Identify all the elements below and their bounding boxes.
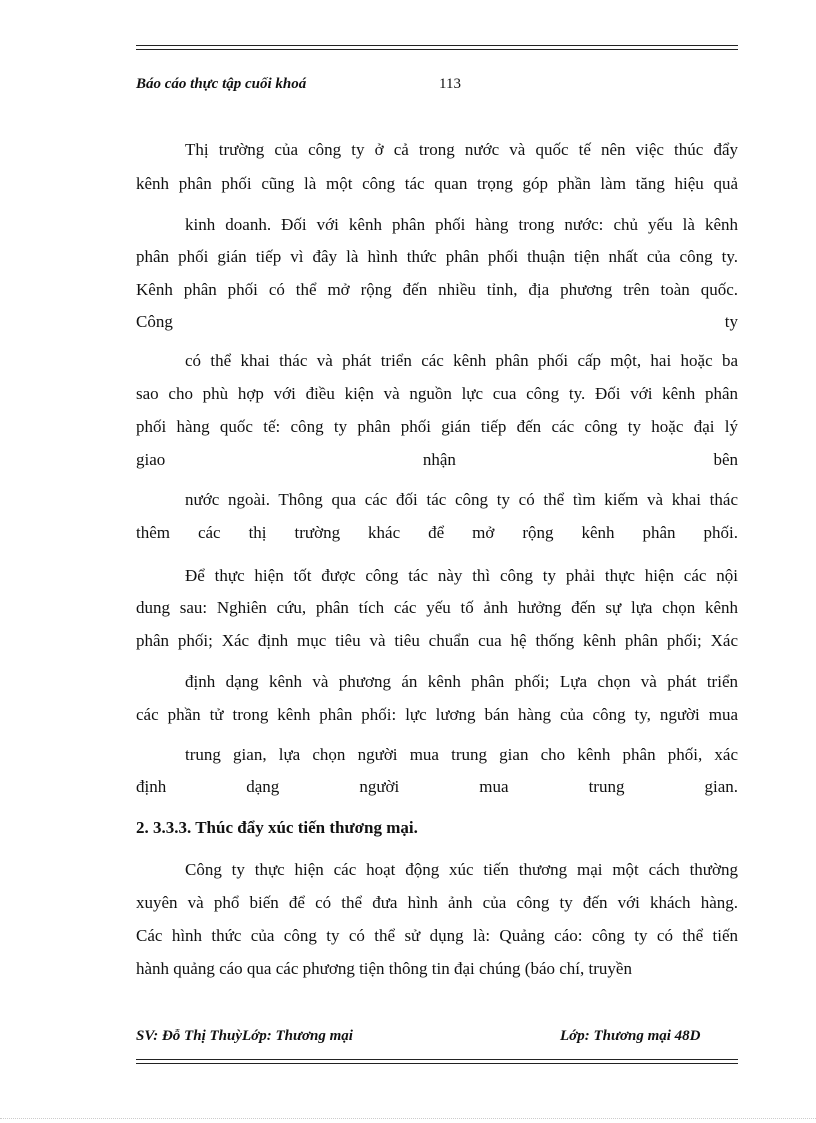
text-line: phân phối; Xác định mục tiêu và tiêu chuẩn cua hệ thống kênh phân phối; Xác	[136, 631, 738, 650]
header-rule-bottom	[136, 49, 738, 50]
text-line: Công ty	[136, 312, 738, 331]
section-heading: 2. 3.3.3. Thúc đẩy xúc tiến thương mại.	[136, 818, 418, 837]
text-line: có thể khai thác và phát triển các kênh phân phối cấp một, hai hoặc ba	[185, 351, 738, 370]
text-line: phân phối gián tiếp vì đây là hình thức phân phối thuận tiện nhất của công ty.	[136, 247, 738, 266]
page-edge-dotted-line	[0, 1118, 816, 1119]
footer-rule-bottom	[136, 1063, 738, 1064]
text-line: kinh doanh. Đối với kênh phân phối hàng trong nước: chủ yếu là kênh	[185, 215, 738, 234]
text-line: xuyên và phổ biến để có thể đưa hình ảnh của công ty đến với khách hàng.	[136, 893, 738, 912]
header-rule-top	[136, 45, 738, 46]
text-line: các phần tử trong kênh phân phối: lực lương bán hàng của công ty, người mua	[136, 705, 738, 724]
footer-rule-top	[136, 1059, 738, 1060]
footer-right: Lớp: Thương mại 48D	[560, 1028, 701, 1044]
text-line: Kênh phân phối có thể mở rộng đến nhiều tỉnh, địa phương trên toàn quốc.	[136, 280, 738, 299]
text-line: Các hình thức của công ty có thể sử dụng là: Quảng cáo: công ty có thể tiến	[136, 926, 738, 945]
text-line: nước ngoài. Thông qua các đối tác công ty có thể tìm kiếm và khai thác	[185, 490, 738, 509]
text-line: Để thực hiện tốt được công tác này thì công ty phải thực hiện các nội	[185, 566, 738, 585]
text-line: trung gian, lựa chọn người mua trung gian cho kênh phân phối, xác	[185, 745, 738, 764]
text-line: kênh phân phối cũng là một công tác quan trọng góp phần làm tăng hiệu quả	[136, 174, 738, 193]
text-line: phối hàng quốc tế: công ty phân phối gián tiếp đến các công ty hoặc đại lý	[136, 417, 738, 436]
header-title: Báo cáo thực tập cuối khoá	[136, 76, 307, 92]
text-line: dung sau: Nghiên cứu, phân tích các yếu tố ảnh hưởng đến sự lựa chọn kênh	[136, 598, 738, 617]
footer-left: SV: Đỗ Thị ThuỳLớp: Thương mại	[136, 1028, 353, 1044]
text-line: Thị trường của công ty ở cả trong nước và quốc tế nên việc thúc đẩy	[185, 140, 738, 159]
page-number: 113	[439, 76, 461, 92]
text-line: Công ty thực hiện các hoạt động xúc tiến thương mại một cách thường	[185, 860, 738, 879]
text-line: thêm các thị trường khác để mở rộng kênh phân phối.	[136, 523, 738, 542]
text-line: giao nhận bên	[136, 450, 738, 469]
text-line: định dạng kênh và phương án kênh phân phối; Lựa chọn và phát triển	[185, 672, 738, 691]
text-line: định dạng người mua trung gian.	[136, 777, 738, 796]
text-line: hành quảng cáo qua các phương tiện thông tin đại chúng (báo chí, truyền	[136, 959, 632, 978]
text-line: sao cho phù hợp với điều kiện và nguồn lực cua công ty. Đối với kênh phân	[136, 384, 738, 403]
